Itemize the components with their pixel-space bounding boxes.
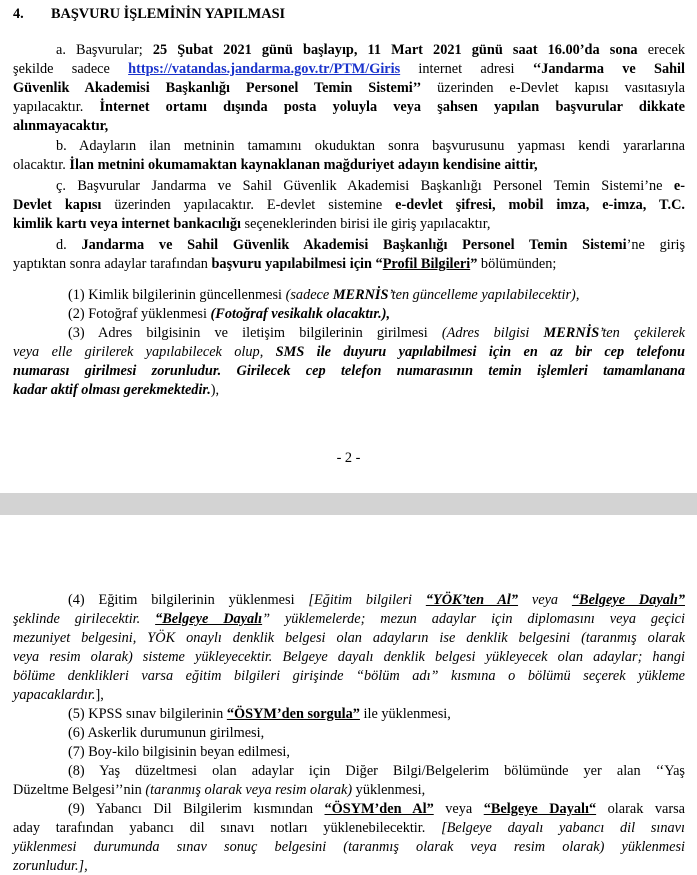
item-3-line-4: kadar aktif olması gerekmektedir.), (13, 382, 220, 398)
item-7: (7) Boy-kilo bilgisinin beyan edilmesi, (68, 744, 290, 760)
paragraph-c-line-2: Devlet kapısı üzerinden yapılacaktır. E-devlet sistemine e-devlet şifresi, mobil imza, e-imza, T.C. (13, 197, 685, 213)
paragraph-b-line-2: olacaktır. İlan metnini okumamaktan kaynaklanan mağduriyet adayın kendisine aittir, (13, 157, 538, 173)
section-title: BAŞVURU İŞLEMİNİN YAPILMASI (51, 6, 286, 22)
item-9-line-1: (9) Yabancı Dil Bilgilerim kısmından “ÖSYM’den Al” veya “Belgeye Dayalı“ olarak varsa (68, 801, 686, 817)
item-4-line-6: yapacaklardır.], (13, 687, 104, 703)
paragraph-a-line-3: Güvenlik Akademisi Başkanlığı Personel Temin Sistemi’’ üzerinden e-Devlet kapısı vasıtasıyla (13, 80, 685, 96)
item-4-line-5: bölüme denklikleri varsa eğitim bilgileri girişinde “bölüm adı” kısmına o bölümü seçerek yükleme (13, 668, 685, 684)
item-4-line-3: mezuniyet belgesini, YÖK onaylı denklik belgesi olan adayların ise denklik belgesini (taranmış olarak (13, 630, 685, 646)
item-6: (6) Askerlik durumunun girilmesi, (68, 725, 265, 741)
document-page-2 (0, 515, 697, 874)
paragraph-a-line-2: şekilde sadece https://vatandas.jandarma.gov.tr/PTM/Giris internet adresi ‘‘Jandarma ve Sahil (13, 61, 685, 77)
item-9-line-3: yüklenmesi durumunda sınav sonuç belgesini (taranmış olarak veya resim olarak) yüklenmesi (13, 839, 685, 855)
item-9-line-4: zorunludur.], (13, 858, 88, 874)
item-4-line-4: veya resim olarak) sisteme yükleyecektir. Belgeye dayalı denklik belgesi yükleyecek olan adaylar; hangi (13, 649, 685, 665)
section-heading (13, 6, 285, 23)
page-separator (0, 493, 697, 515)
paragraph-c-line-3: kimlik kartı veya internet bankacılığı seçeneklerinden birisi ile giriş yapılacaktır, (13, 216, 491, 232)
paragraph-b-line-1: b. Adayların ilan metninin tamamını okuduktan sonra başvurusunu yapması kendi yararlarına (56, 138, 685, 154)
paragraph-d-line-1: d. Jandarma ve Sahil Güvenlik Akademisi Başkanlığı Personel Temin Sistemi’ne giriş (56, 237, 686, 253)
paragraph-a-line-4: yapılacaktır. İnternet ortamı dışında posta yoluyla veya şahsen yapılan başvurular dikkate (13, 99, 685, 115)
section-number: 4. (13, 6, 24, 22)
item-5: (5) KPSS sınav bilgilerinin “ÖSYM’den sorgula” ile yüklenmesi, (68, 706, 451, 722)
item-1: (1) Kimlik bilgilerinin güncellenmesi (sadece MERNİS’ten güncelleme yapılabilecektir), (68, 287, 580, 303)
page-number: - 2 - (336, 450, 361, 466)
paragraph-a-line-1: a. Başvurular; 25 Şubat 2021 günü başlayıp, 11 Mart 2021 günü saat 16.00’da sona erecek (56, 42, 686, 58)
paragraph-a-line-5: alınmayacaktır, (13, 118, 109, 134)
item-3-line-3: numarası girilmesi zorunludur. Girilecek cep telefon numarasının temin işlemleri tamamlanana (13, 363, 685, 379)
item-4-line-2: şeklinde girilecektir. “Belgeye Dayalı” yüklemelerde; mezun adaylar için diplomasını veya geçici (13, 611, 685, 627)
item-8-line-2: Düzeltme Belgesi’’nin (taranmış olarak veya resim olarak) yüklenmesi, (13, 782, 426, 798)
item-8-line-1: (8) Yaş düzeltmesi olan adaylar için Diğer Bilgi/Belgelerim bölümünde yer alan ‘‘Yaş (68, 763, 685, 779)
application-link[interactable]: https://vatandas.jandarma.gov.tr/PTM/Giris (128, 61, 401, 77)
item-3-line-1: (3) Adres bilgisinin ve iletişim bilgilerinin girilmesi (Adres bilgisi MERNİS’ten çekilerek (68, 325, 686, 341)
item-2: (2) Fotoğraf yüklenmesi (Fotoğraf vesikalık olacaktır.), (68, 306, 391, 322)
item-9-line-2: aday tarafından yabancı dil sınavı notları yüklenebilecektir. [Belgeye dayalı yabancı dil sınavı (13, 820, 685, 836)
item-3-line-2: veya elle girilerek yapılabilecek olup, SMS ile duyuru yapılabilmesi için en az bir cep telefonu (13, 344, 685, 360)
paragraph-c-line-1: ç. Başvurular Jandarma ve Sahil Güvenlik Akademisi Başkanlığı Personel Temin Sistemi’ne e- (56, 178, 685, 194)
paragraph-d-line-2: yaptıktan sonra adaylar tarafından başvuru yapılabilmesi için “Profil Bilgileri” bölümünden; (13, 256, 557, 272)
item-4-line-1: (4) Eğitim bilgilerinin yüklenmesi [Eğitim bilgileri “YÖK’ten Al” veya “Belgeye Dayalı” (68, 592, 685, 608)
